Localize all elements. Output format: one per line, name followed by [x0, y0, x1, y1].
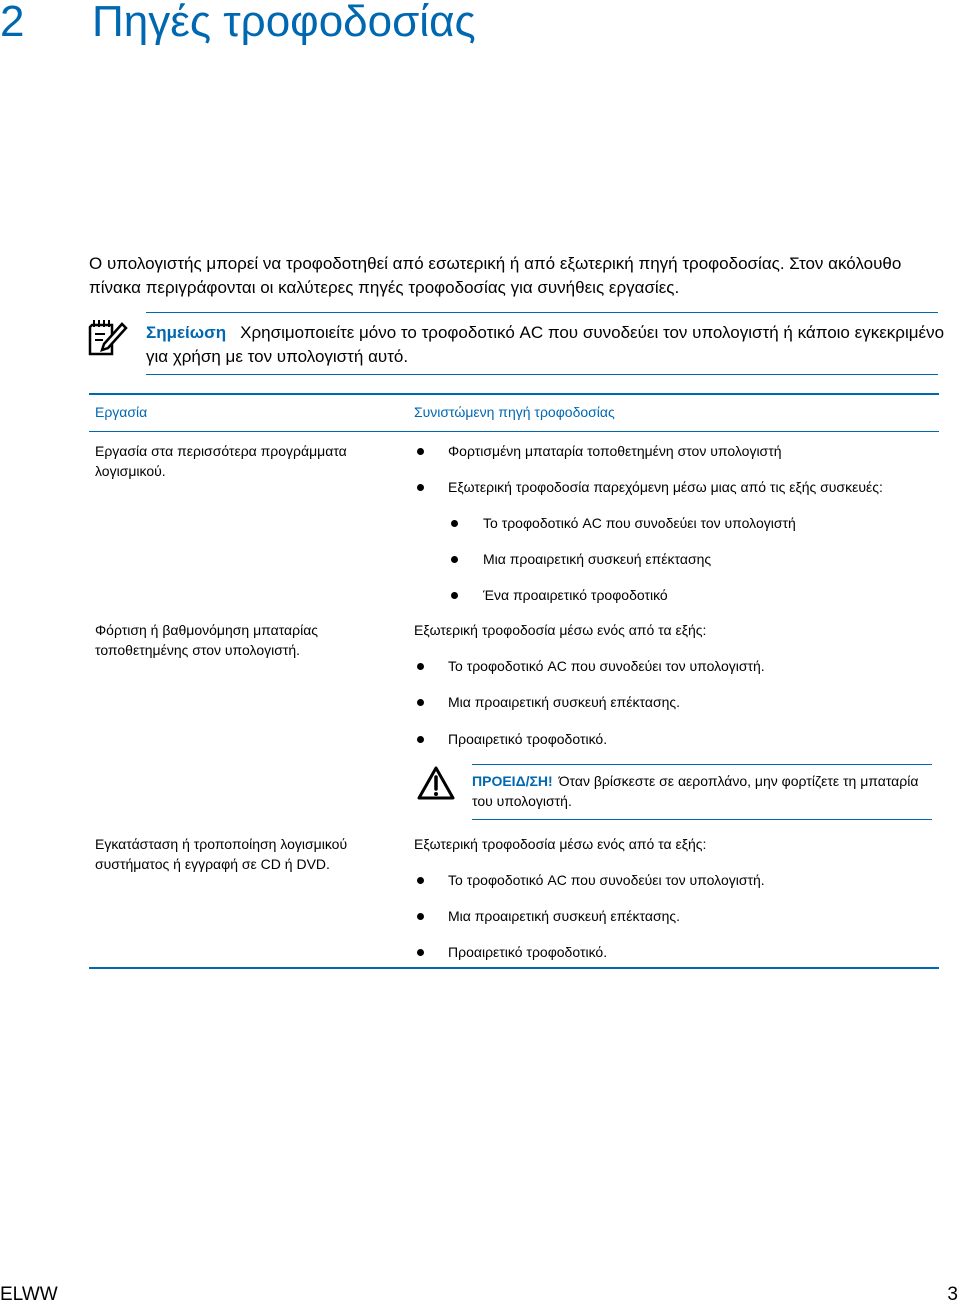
- row1-bullet-1: Φορτισμένη μπαταρία τοποθετημένη στον υπολογιστή: [448, 443, 782, 459]
- note-text: [146, 321, 946, 369]
- row3-bullet-1: Το τροφοδοτικό AC που συνοδεύει τον υπολογιστή.: [448, 872, 765, 888]
- warning-text: [472, 771, 932, 811]
- bullet-dot: [417, 736, 424, 743]
- row2-lead: Εξωτερική τροφοδοσία μέσω ενός από τα εξής:: [414, 622, 707, 638]
- bullet-dot: [417, 663, 424, 670]
- row3-task: Εγκατάσταση ή τροποποίηση λογισμικού συστήματος ή εγγραφή σε CD ή DVD.: [95, 836, 348, 872]
- bullet-dot: [451, 556, 458, 563]
- note-rule-top: [146, 312, 938, 313]
- warning-rule-top: [472, 764, 932, 765]
- bullet-dot: [451, 520, 458, 527]
- chapter-title: Πηγές τροφοδοσίας: [92, 0, 476, 46]
- intro-paragraph: Ο υπολογιστής μπορεί να τροφοδοτηθεί από εσωτερική ή από εξωτερική πηγή τροφοδοσίας. Στον ακόλουθο πίνακα περιγράφονται οι καλύτερες πηγές τροφοδοσίας για συνήθεις εργασίες.: [89, 254, 902, 297]
- note-label: Σημείωση: [146, 323, 227, 342]
- row1-subbullet-1: Το τροφοδοτικό AC που συνοδεύει τον υπολογιστή: [483, 515, 796, 531]
- bullet-dot: [417, 484, 424, 491]
- bullet-dot: [417, 949, 424, 956]
- row2-task: Φόρτιση ή βαθμονόμηση μπαταρίας τοποθετημένης στον υπολογιστή.: [95, 622, 319, 658]
- footer-page-number: 3: [947, 1284, 958, 1305]
- note-pencil-icon: [88, 316, 128, 356]
- row1-subbullet-2: Μια προαιρετική συσκευή επέκτασης: [483, 551, 712, 567]
- table-top-rule: [89, 393, 939, 395]
- row3-lead: Εξωτερική τροφοδοσία μέσω ενός από τα εξής:: [414, 836, 707, 852]
- note-rule-bottom: [146, 374, 938, 375]
- table-header-source: Συνιστώμενη πηγή τροφοδοσίας: [414, 404, 615, 420]
- table-header-task: Εργασία: [95, 404, 148, 420]
- bullet-dot: [417, 877, 424, 884]
- footer-doc-id: ELWW: [0, 1284, 58, 1305]
- row3-bullet-3: Προαιρετικό τροφοδοτικό.: [448, 944, 608, 960]
- bullet-dot: [417, 448, 424, 455]
- bullet-dot: [417, 699, 424, 706]
- table-bottom-rule: [89, 967, 939, 969]
- row1-bullet-2: Εξωτερική τροφοδοσία παρεχόμενη μέσω μιας από τις εξής συσκευές:: [448, 479, 883, 495]
- row1-task: Εργασία στα περισσότερα προγράμματα λογισμικού.: [95, 443, 347, 479]
- warning-rule-bottom: [472, 819, 932, 820]
- bullet-dot: [417, 913, 424, 920]
- row2-bullet-1: Το τροφοδοτικό AC που συνοδεύει τον υπολογιστή.: [448, 658, 765, 674]
- warning-triangle-icon: [417, 766, 455, 800]
- warning-body: Όταν βρίσκεστε σε αεροπλάνο, μην φορτίζετε τη μπαταρία του υπολογιστή.: [472, 773, 919, 809]
- table-header-rule: [89, 431, 939, 432]
- warning-label: ΠΡΟΕΙΔ/ΣΗ!: [472, 773, 553, 789]
- bullet-dot: [451, 592, 458, 599]
- note-body: Χρησιμοποιείτε μόνο το τροφοδοτικό AC που συνοδεύει τον υπολογιστή ή κάποιο εγκεκριμένο για χρήση με τον υπολογιστή αυτό.: [146, 323, 945, 366]
- row2-bullet-3: Προαιρετικό τροφοδοτικό.: [448, 731, 608, 747]
- row3-bullet-2: Μια προαιρετική συσκευή επέκτασης.: [448, 908, 681, 924]
- chapter-number: 2: [0, 0, 25, 46]
- row2-bullet-2: Μια προαιρετική συσκευή επέκτασης.: [448, 694, 681, 710]
- row1-subbullet-3: Ένα προαιρετικό τροφοδοτικό: [483, 587, 668, 603]
